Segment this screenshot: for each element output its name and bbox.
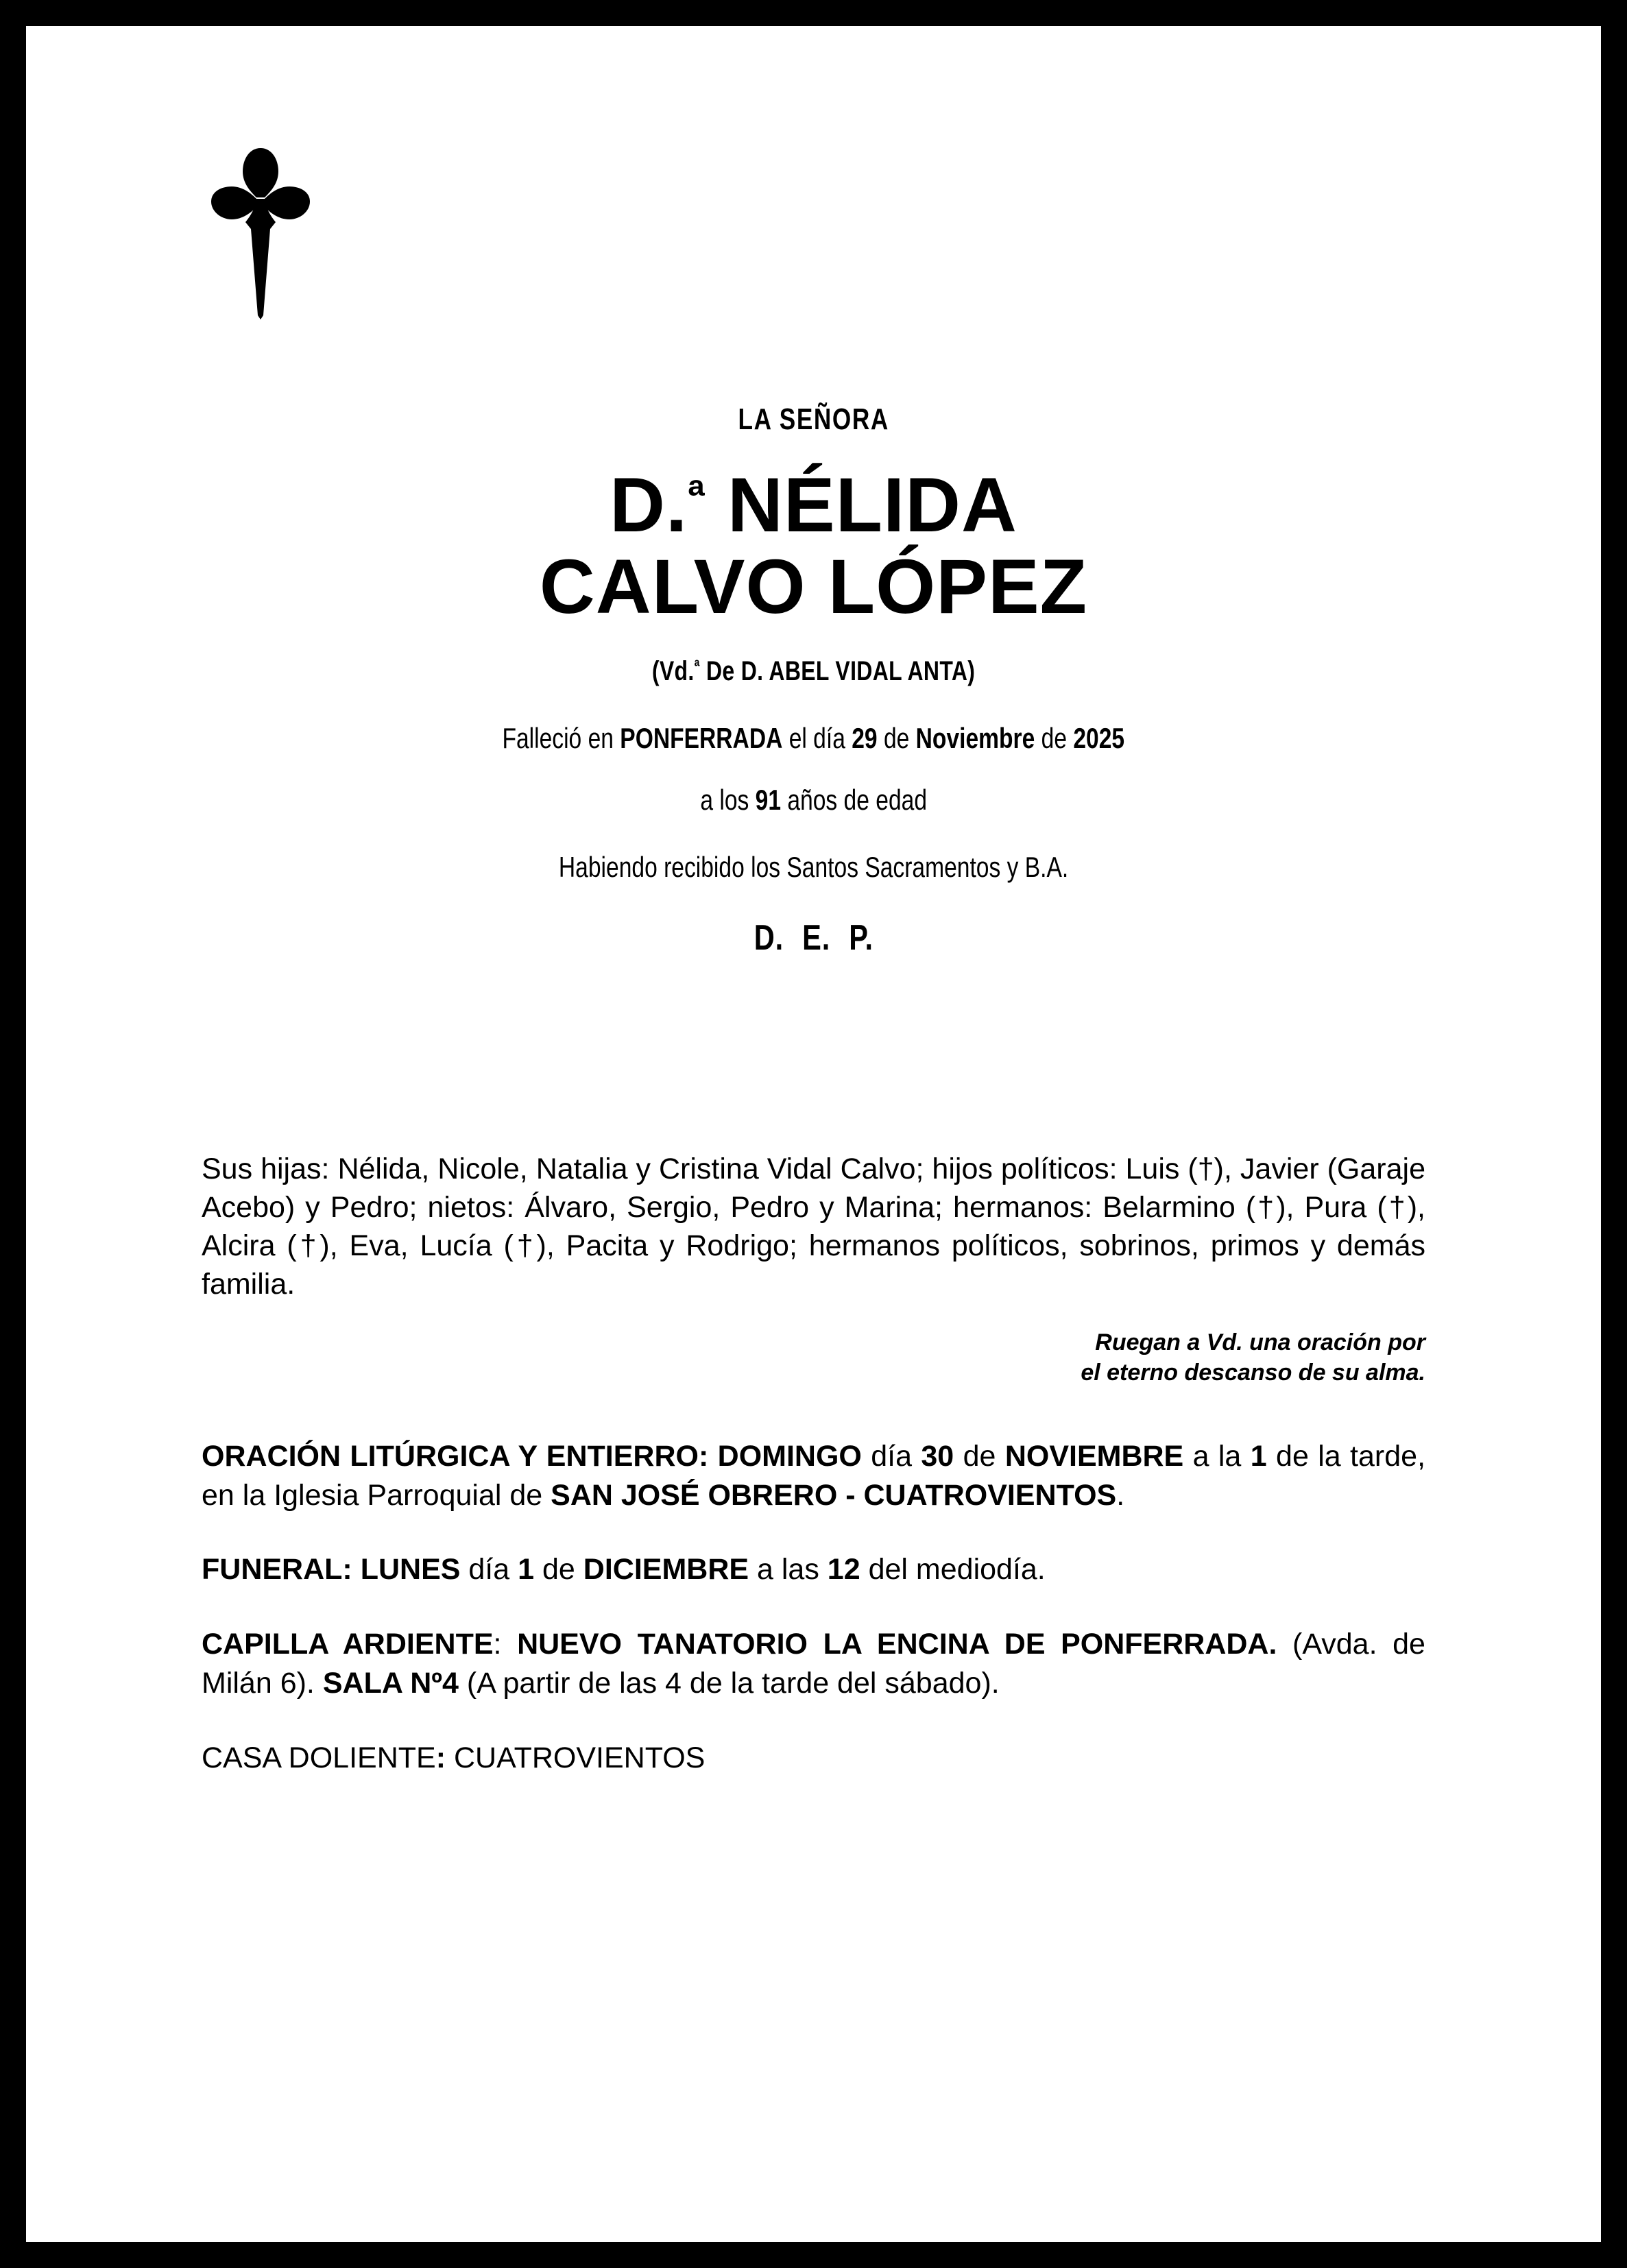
esquela-sheet — [16, 16, 1611, 2252]
liturgy-church: SAN JOSÉ OBRERO - CUATROVIENTOS — [551, 1478, 1117, 1512]
death-place: PONFERRADA — [620, 721, 783, 754]
chapel-room: SALA Nº4 — [322, 1666, 459, 1700]
liturgy-burial-paragraph: ORACIÓN LITÚRGICA Y ENTIERRO: DOMINGO día 30 de NOVIEMBRE a la 1 de la tarde, en la Iglesia Parroquial de SAN JOSÉ OBRERO - CUATROVIENTOS. — [202, 1439, 1426, 1512]
family-survivors-paragraph: Sus hijas: Nélida, Nicole, Natalia y Cristina Vidal Calvo; hijos políticos: Luis (†), Javier (Garaje Acebo) y Pedro; nietos: Álvaro, Sergio, Pedro y Marina; hermanos: Belarmino (†), Pura (†), Alcira (†), Eva, Lucía (†), Pacita y Rodrigo; hermanos políticos, sobrinos, primos y demás familia. — [202, 1153, 1425, 1301]
funeral-paragraph: FUNERAL: LUNES día 1 de DICIEMBRE a las 12 del mediodía. — [202, 1553, 1046, 1587]
funeral-day: 1 — [518, 1553, 535, 1587]
dep-e: E. — [802, 917, 830, 958]
esquela-header — [26, 26, 1601, 956]
liturgy-day: 30 — [921, 1439, 954, 1473]
dep-line — [26, 917, 1601, 958]
dep-d: D. — [754, 917, 784, 958]
deceased-name-line-1: D.$^ª$ NÉLIDA — [610, 462, 1017, 548]
age-value: 91 — [755, 783, 781, 816]
ordinal-feminine-2: ª — [694, 656, 700, 677]
death-day: 29 — [852, 721, 878, 754]
honorific-label: LA SEÑORA — [738, 402, 889, 436]
esquela-content-area — [26, 26, 1601, 2242]
deceased-name-line-2: CALVO LÓPEZ — [539, 543, 1088, 629]
prayer-line-2: el eterno descanso de su alma. — [1081, 1359, 1425, 1386]
liturgy-label: ORACIÓN LITÚRGICA Y ENTIERRO: — [202, 1439, 709, 1473]
prayer-line-1: Ruegan a Vd. una oración por — [1095, 1329, 1425, 1355]
widow-of-label: (Vd.$^ª$ De D. ABEL VIDAL ANTA) — [651, 656, 976, 687]
liturgy-hour: 1 — [1250, 1439, 1267, 1473]
chapel-paragraph: CAPILLA ARDIENTE: NUEVO TANATORIO LA ENCINA DE PONFERRADA. (Avda. de Milán 6). SALA Nº4 (A partir de las 4 de la tarde del sábado). — [202, 1628, 1425, 1700]
mourning-house-value: CUATROVIENTOS — [454, 1741, 706, 1774]
death-year: 2025 — [1073, 721, 1125, 754]
funeral-hour: 12 — [827, 1553, 860, 1587]
liturgy-month: NOVIEMBRE — [1004, 1439, 1184, 1473]
funeral-month: DICIEMBRE — [583, 1553, 749, 1587]
age-line: a los 91 años de edad — [700, 783, 927, 816]
death-date-line: Falleció en PONFERRADA el día 29 de Noviembre de 2025 — [502, 721, 1125, 754]
deceased-name — [26, 462, 1601, 629]
ordinal-feminine-1: ª — [688, 470, 706, 522]
prayer-request — [202, 1327, 1425, 1388]
esquela-body — [202, 1150, 1425, 1777]
chapel-label: CAPILLA ARDIENTE — [202, 1628, 494, 1661]
sacraments-line: Habiendo recibido los Santos Sacramentos y B.A. — [558, 850, 1069, 883]
dep-p: P. — [848, 917, 873, 958]
chapel-venue: NUEVO TANATORIO LA ENCINA DE PONFERRADA. — [517, 1628, 1277, 1661]
mourning-house-label: CASA DOLIENTE — [202, 1741, 436, 1774]
mourning-house-paragraph: CASA DOLIENTE: CUATROVIENTOS — [202, 1741, 706, 1774]
funeral-weekday: LUNES — [360, 1553, 461, 1587]
funeral-label: FUNERAL: — [202, 1553, 352, 1587]
liturgy-weekday: DOMINGO — [717, 1439, 862, 1473]
death-month: Noviembre — [915, 721, 1035, 754]
